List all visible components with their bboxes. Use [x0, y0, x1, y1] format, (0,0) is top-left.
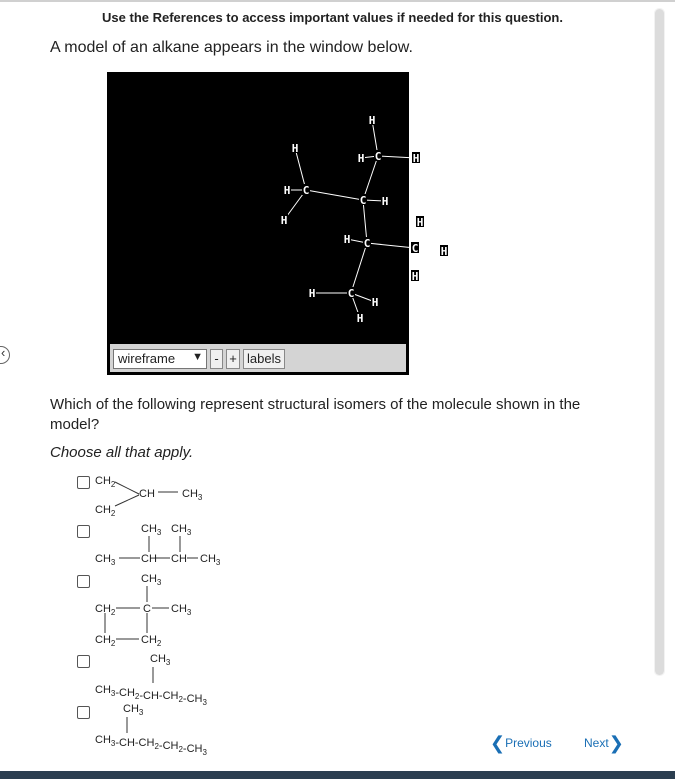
- atom-label: H: [343, 233, 351, 246]
- atom-label: C: [363, 237, 371, 250]
- structure-label: CH: [171, 553, 187, 565]
- structure-label: $CH_3$: [182, 488, 203, 502]
- previous-button[interactable]: [490, 733, 552, 754]
- structure-label: $CH_2$: [141, 634, 162, 648]
- atom-label: H: [283, 184, 291, 197]
- intro-text: A model of an alkane appears in the window below.: [50, 39, 413, 56]
- chevron-down-icon: ▼: [192, 351, 203, 363]
- atom-label: H: [411, 270, 419, 283]
- atom-label: H: [440, 245, 448, 258]
- structure-label: $CH_3$: [200, 553, 221, 567]
- atom-label: H: [356, 312, 364, 325]
- structure-label: $CH_2$: [95, 634, 116, 648]
- structure-label: $CH_3-CH-CH_2-CH_2-CH_3$: [95, 734, 207, 757]
- atom-label: H: [381, 195, 389, 208]
- atom-label: H: [291, 142, 299, 155]
- structure-label: $CH_3$: [141, 573, 162, 587]
- scrollbar-thumb[interactable]: [655, 9, 664, 675]
- atom-label: C: [411, 242, 419, 255]
- atom-label: H: [308, 287, 316, 300]
- structure-label: $CH_2$: [95, 603, 116, 617]
- structure-bond: [115, 495, 139, 506]
- structure-label: $CH_2$: [95, 504, 116, 518]
- atom-label: H: [371, 296, 379, 309]
- structure-label: $CH_3$: [171, 523, 192, 537]
- atom-label: H: [280, 214, 288, 227]
- bottom-bar: [0, 771, 675, 779]
- structure-label: CH: [139, 488, 155, 500]
- instruction-text: Choose all that apply.: [50, 444, 194, 461]
- atom-label: H: [412, 152, 420, 165]
- structure-label: $CH_2$: [95, 475, 116, 489]
- display-mode-value: wireframe: [118, 351, 176, 366]
- references-notice: Use the References to access important values if needed for this question.: [102, 10, 563, 25]
- zoom-out-button[interactable]: -: [210, 349, 223, 369]
- atom-label: C: [302, 184, 310, 197]
- structure-label: CH: [141, 553, 157, 565]
- question-text: Which of the following represent structural isomers of the molecule shown in the model?: [50, 396, 581, 433]
- zoom-in-button[interactable]: +: [226, 349, 240, 369]
- atom-label: C: [374, 150, 382, 163]
- structure-label: $CH_3$: [141, 523, 162, 537]
- structure-bond: [115, 482, 139, 494]
- atom-label: C: [359, 194, 367, 207]
- labels-button[interactable]: labels: [243, 349, 285, 369]
- atom-label: H: [357, 152, 365, 165]
- structure-label: $CH_3$: [150, 653, 171, 667]
- structure-label: $CH_3$: [95, 553, 116, 567]
- chevron-left-icon: ‹: [1, 345, 6, 360]
- atom-label: H: [368, 114, 376, 127]
- previous-label: Previous: [505, 736, 552, 750]
- atom-label: C: [347, 287, 355, 300]
- structure-label: $CH_3-CH_2-CH-CH_2-CH_3$: [95, 684, 207, 707]
- next-label: Next: [584, 736, 609, 750]
- structure-label: C: [143, 603, 151, 615]
- chevron-right-icon: ❯: [608, 733, 624, 753]
- chevron-left-icon: ❮: [490, 733, 506, 753]
- atom-label: H: [416, 216, 424, 229]
- structure-label: $CH_3$: [171, 603, 192, 617]
- next-button[interactable]: [584, 733, 624, 754]
- structure-label: $CH_3$: [123, 703, 144, 717]
